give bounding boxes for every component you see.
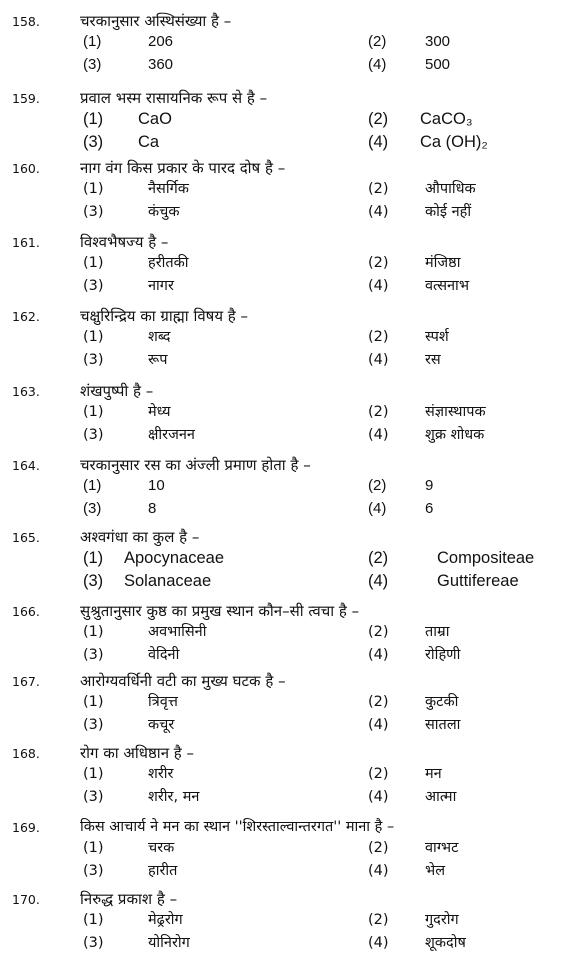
- option-number: (4): [368, 789, 389, 805]
- option-text: वत्सनाभ: [425, 278, 470, 294]
- option-text: CaCO₃: [420, 110, 473, 128]
- option-number: (2): [368, 624, 389, 640]
- question-167: [0, 672, 569, 737]
- option-text: CaO: [138, 110, 172, 128]
- question-number: 164.: [12, 458, 40, 473]
- option-text: वाग्भट: [425, 840, 459, 856]
- option-number: (4): [368, 717, 389, 733]
- option-number: (2): [368, 912, 389, 928]
- option-number: (2): [368, 33, 387, 50]
- question-number: 161.: [12, 235, 40, 250]
- question-text: सुश्रुतानुसार कुष्ठ का प्रमुख स्थान कौन–सी त्वचा है –: [80, 602, 360, 620]
- option-text: रस: [425, 352, 441, 368]
- option-text: कंचुक: [148, 204, 180, 220]
- option-text: 300: [425, 33, 451, 50]
- option-text: 8: [148, 500, 157, 517]
- option-text: मन: [425, 766, 442, 782]
- question-number: 169.: [12, 820, 40, 835]
- option-number: (3): [83, 204, 104, 220]
- option-text: त्रिवृत्त: [148, 694, 178, 710]
- option-text: 360: [148, 56, 174, 73]
- option-number: (3): [83, 789, 104, 805]
- question-166: [0, 602, 569, 667]
- question-163: [0, 382, 569, 447]
- option-number: (2): [368, 255, 389, 271]
- option-text: 206: [148, 33, 174, 50]
- question-text: चरकानुसार अस्थिसंख्या है –: [80, 12, 232, 30]
- option-number: (1): [83, 694, 104, 710]
- question-161: [0, 233, 569, 298]
- question-text: चक्षुरिन्द्रिय का ग्राह्मा विषय है –: [80, 307, 249, 325]
- option-number: (2): [368, 404, 389, 420]
- option-text: शरीर, मन: [148, 789, 200, 805]
- option-text: Solanaceae: [124, 572, 212, 590]
- option-number: (1): [83, 404, 104, 420]
- option-number: (4): [368, 133, 389, 151]
- option-number: (3): [83, 427, 104, 443]
- option-number: (2): [368, 477, 387, 494]
- question-158: [0, 12, 569, 77]
- question-number: 170.: [12, 892, 40, 907]
- option-number: (2): [368, 329, 389, 345]
- question-text: प्रवाल भस्म रासायनिक रूप से है –: [80, 89, 268, 107]
- question-170: [0, 890, 569, 955]
- option-text: Compositeae: [437, 549, 535, 567]
- question-number: 160.: [12, 161, 40, 176]
- option-number: (1): [83, 766, 104, 782]
- option-text: हारीत: [148, 863, 178, 879]
- option-number: (4): [368, 427, 389, 443]
- option-number: (3): [83, 863, 104, 879]
- option-text: रोहिणी: [425, 647, 461, 663]
- option-text: मेध्य: [148, 404, 171, 420]
- option-number: (2): [368, 549, 389, 567]
- option-text: शूकदोष: [425, 935, 466, 951]
- option-text: शरीर: [148, 766, 174, 782]
- question-number: 163.: [12, 384, 40, 399]
- option-number: (1): [83, 110, 104, 128]
- option-number: (3): [83, 352, 104, 368]
- question-number: 158.: [12, 14, 40, 29]
- option-text: मेढ्ररोग: [148, 912, 183, 928]
- question-text: विश्वभैषज्य है –: [80, 233, 169, 251]
- question-number: 166.: [12, 604, 40, 619]
- option-number: (1): [83, 624, 104, 640]
- option-text: कोई नहीं: [425, 204, 472, 220]
- option-number: (3): [83, 647, 104, 663]
- option-text: नागर: [148, 278, 174, 294]
- question-159: [0, 89, 569, 154]
- option-text: रूप: [148, 352, 168, 368]
- option-text: कचूर: [148, 717, 175, 733]
- option-text: संज्ञास्थापक: [425, 404, 486, 420]
- option-number: (4): [368, 572, 389, 590]
- question-number: 159.: [12, 91, 40, 106]
- option-text: ताम्रा: [425, 624, 450, 640]
- option-text: हरीतकी: [148, 255, 189, 271]
- question-number: 165.: [12, 530, 40, 545]
- option-text: स्पर्श: [425, 329, 449, 345]
- option-number: (4): [368, 863, 389, 879]
- option-number: (3): [83, 56, 102, 73]
- option-number: (3): [83, 717, 104, 733]
- option-text: शुक्र शोधक: [425, 427, 485, 443]
- option-text: 10: [148, 477, 165, 494]
- option-number: (4): [368, 56, 387, 73]
- question-text: निरुद्ध प्रकाश है –: [80, 890, 178, 908]
- option-text: क्षीरजनन: [148, 427, 195, 443]
- question-169: [0, 818, 569, 883]
- option-number: (3): [83, 278, 104, 294]
- question-text: शंखपुष्पी है –: [80, 382, 154, 400]
- option-text: Ca (OH)₂: [420, 133, 488, 151]
- option-text: शब्द: [148, 329, 171, 345]
- option-text: अवभासिनी: [148, 624, 207, 640]
- option-text: 6: [425, 500, 434, 517]
- option-number: (2): [368, 766, 389, 782]
- option-number: (1): [83, 840, 104, 856]
- option-text: गुदरोग: [425, 912, 459, 928]
- question-number: 167.: [12, 674, 40, 689]
- option-text: योनिरोग: [148, 935, 190, 951]
- option-text: 9: [425, 477, 434, 494]
- option-number: (3): [83, 935, 104, 951]
- option-number: (1): [83, 255, 104, 271]
- option-text: सातला: [425, 717, 461, 733]
- option-text: Apocynaceae: [124, 549, 224, 567]
- question-text: किस आचार्य ने मन का स्थान ''शिरस्ताल्वान्तरगत'' माना है –: [80, 819, 395, 835]
- option-number: (4): [368, 204, 389, 220]
- question-text: अश्वगंधा का कुल है –: [80, 528, 200, 546]
- option-text: मंजिष्ठा: [425, 255, 461, 271]
- question-162: [0, 307, 569, 372]
- question-text: रोग का अधिष्ठान है –: [80, 744, 195, 762]
- option-number: (3): [83, 500, 102, 517]
- option-number: (2): [368, 840, 389, 856]
- option-text: Guttifereae: [437, 572, 519, 590]
- option-number: (4): [368, 935, 389, 951]
- option-number: (1): [83, 477, 102, 494]
- option-number: (1): [83, 329, 104, 345]
- question-text: आरोग्यवर्धिनी वटी का मुख्य घटक है –: [80, 672, 286, 690]
- question-text: चरकानुसार रस का अंज्ली प्रमाण होता है –: [80, 456, 311, 474]
- option-number: (1): [83, 549, 104, 567]
- option-text: नैसर्गिक: [148, 181, 189, 197]
- option-text: Ca: [138, 133, 160, 151]
- option-number: (1): [83, 33, 102, 50]
- option-number: (2): [368, 181, 389, 197]
- option-number: (3): [83, 133, 104, 151]
- question-168: [0, 744, 569, 809]
- question-number: 168.: [12, 746, 40, 761]
- option-text: कुटकी: [425, 694, 459, 710]
- question-text: नाग वंग किस प्रकार के पारद दोष है –: [80, 159, 286, 177]
- option-text: चरक: [148, 840, 175, 856]
- option-number: (1): [83, 912, 104, 928]
- option-number: (3): [83, 572, 104, 590]
- question-164: [0, 456, 569, 521]
- question-number: 162.: [12, 309, 40, 324]
- option-number: (4): [368, 647, 389, 663]
- question-160: [0, 159, 569, 224]
- question-165: [0, 528, 569, 593]
- option-text: आत्मा: [425, 789, 457, 805]
- option-number: (4): [368, 352, 389, 368]
- option-text: 500: [425, 56, 451, 73]
- option-text: भेल: [425, 863, 446, 879]
- option-text: औपाधिक: [425, 181, 476, 197]
- option-number: (2): [368, 694, 389, 710]
- option-number: (2): [368, 110, 389, 128]
- option-number: (4): [368, 500, 387, 517]
- option-number: (1): [83, 181, 104, 197]
- option-text: वेदिनी: [148, 647, 180, 663]
- option-number: (4): [368, 278, 389, 294]
